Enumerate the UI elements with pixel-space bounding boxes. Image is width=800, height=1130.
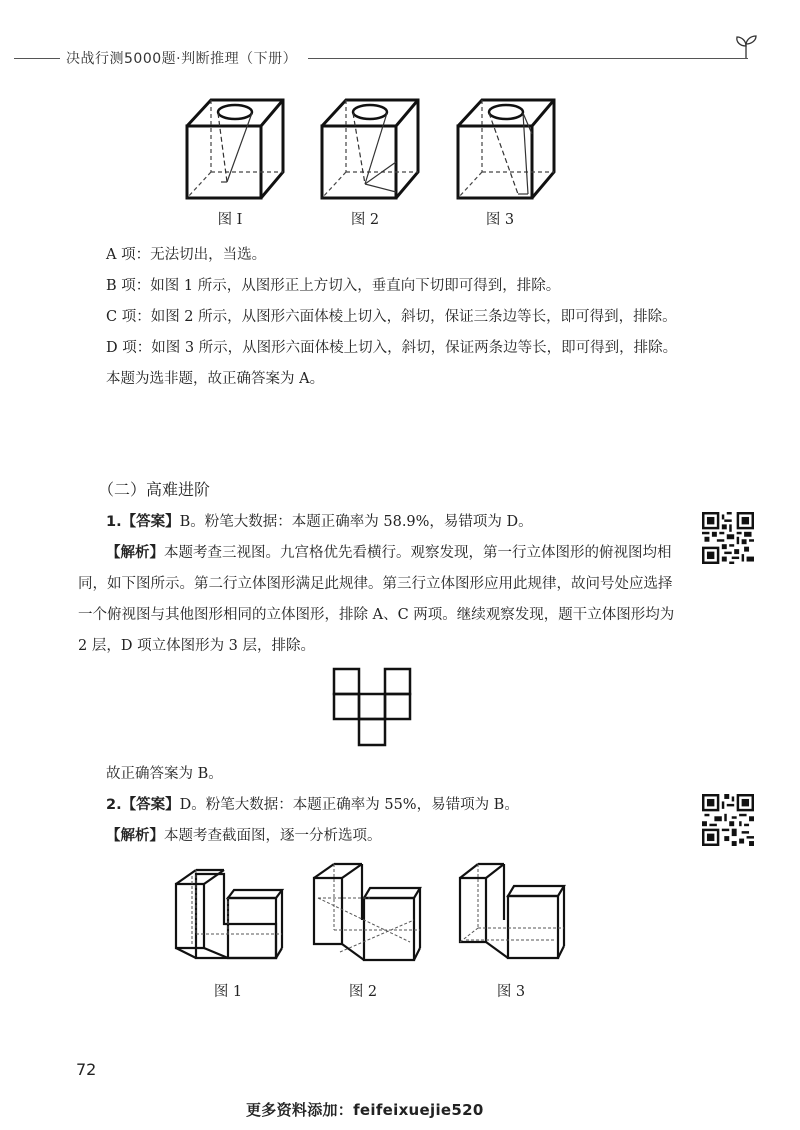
cube-figure-2 bbox=[320, 98, 420, 200]
q2-analysis bbox=[78, 821, 678, 852]
q1-conclusion: 故正确答案为 B。 bbox=[106, 766, 223, 782]
sprout-icon bbox=[732, 34, 760, 60]
prism-label-1: 图 1 bbox=[213, 984, 243, 1000]
footer-note: 更多资料添加：feifeixuejie520 bbox=[246, 1101, 484, 1119]
option-b: B 项：如图 1 所示，从图形正上方切入，垂直向下切即可得到，排除。 bbox=[106, 278, 561, 294]
q2-answer bbox=[78, 790, 678, 821]
q1-analysis bbox=[78, 538, 678, 662]
qr-code-1 bbox=[702, 512, 754, 564]
option-c: C 项：如图 2 所示，从图形六面体棱上切入，斜切，保证三条边等长，即可得到，排除。 bbox=[106, 309, 677, 325]
prism-label-3: 图 3 bbox=[496, 984, 526, 1000]
q1-answer bbox=[78, 507, 678, 538]
prism-figure-3 bbox=[456, 860, 574, 964]
section-title: （二）高难进阶 bbox=[98, 480, 211, 499]
q2-analysis-prefix: 【解析】 bbox=[106, 828, 164, 844]
question-1-block bbox=[78, 507, 678, 662]
header-rule-right bbox=[308, 58, 748, 59]
figure-label-1: 图 I bbox=[217, 212, 243, 228]
conclusion-text: 本题为选非题，故正确答案为 A。 bbox=[106, 371, 325, 387]
prism-figure-1 bbox=[172, 862, 292, 964]
q1-answer-text: B。粉笔大数据：本题正确率为 58.9%，易错项为 D。 bbox=[179, 514, 533, 530]
question-2-block bbox=[78, 759, 678, 852]
q2-answer-text: D。粉笔大数据：本题正确率为 55%，易错项为 B。 bbox=[179, 797, 519, 813]
figure-label-2: 图 2 bbox=[350, 212, 380, 228]
figure-label-3: 图 3 bbox=[485, 212, 515, 228]
options-block bbox=[78, 240, 678, 395]
q1-answer-prefix: 1.【答案】 bbox=[106, 514, 180, 530]
top-view-grid bbox=[333, 668, 411, 746]
option-a: A 项：无法切出，当选。 bbox=[106, 247, 267, 263]
q2-answer-prefix: 2.【答案】 bbox=[106, 797, 180, 813]
q2-analysis-text: 本题考查截面图，逐一分析选项。 bbox=[164, 828, 382, 844]
q1-analysis-prefix: 【解析】 bbox=[106, 545, 164, 561]
page-number: 72 bbox=[76, 1060, 97, 1079]
prism-label-2: 图 2 bbox=[348, 984, 378, 1000]
qr-code-2 bbox=[702, 794, 754, 846]
cube-figure-1 bbox=[185, 98, 285, 200]
option-d: D 项：如图 3 所示，从图形六面体棱上切入，斜切，保证两条边等长，即可得到，排除。 bbox=[106, 340, 678, 356]
header-title: 决战行测5000题·判断推理（下册） bbox=[66, 51, 298, 67]
prism-figure-2 bbox=[310, 860, 432, 964]
q1-analysis-text: 本题考查三视图。九宫格优先看横行。观察发现，第一行立体图形的俯视图均相同，如下图所示。第二行立体图形满足此规律。第三行立体图形应用此规律，故问号处应选择一个俯视图与其他图形相同的立体图形，排除 A、C 两项。继续观察发现，题干立体图形均为 2 层，D 项立体图形为 3 层，排除。 bbox=[78, 545, 675, 654]
cube-figure-3 bbox=[456, 98, 556, 200]
header-rule-left bbox=[14, 58, 60, 59]
